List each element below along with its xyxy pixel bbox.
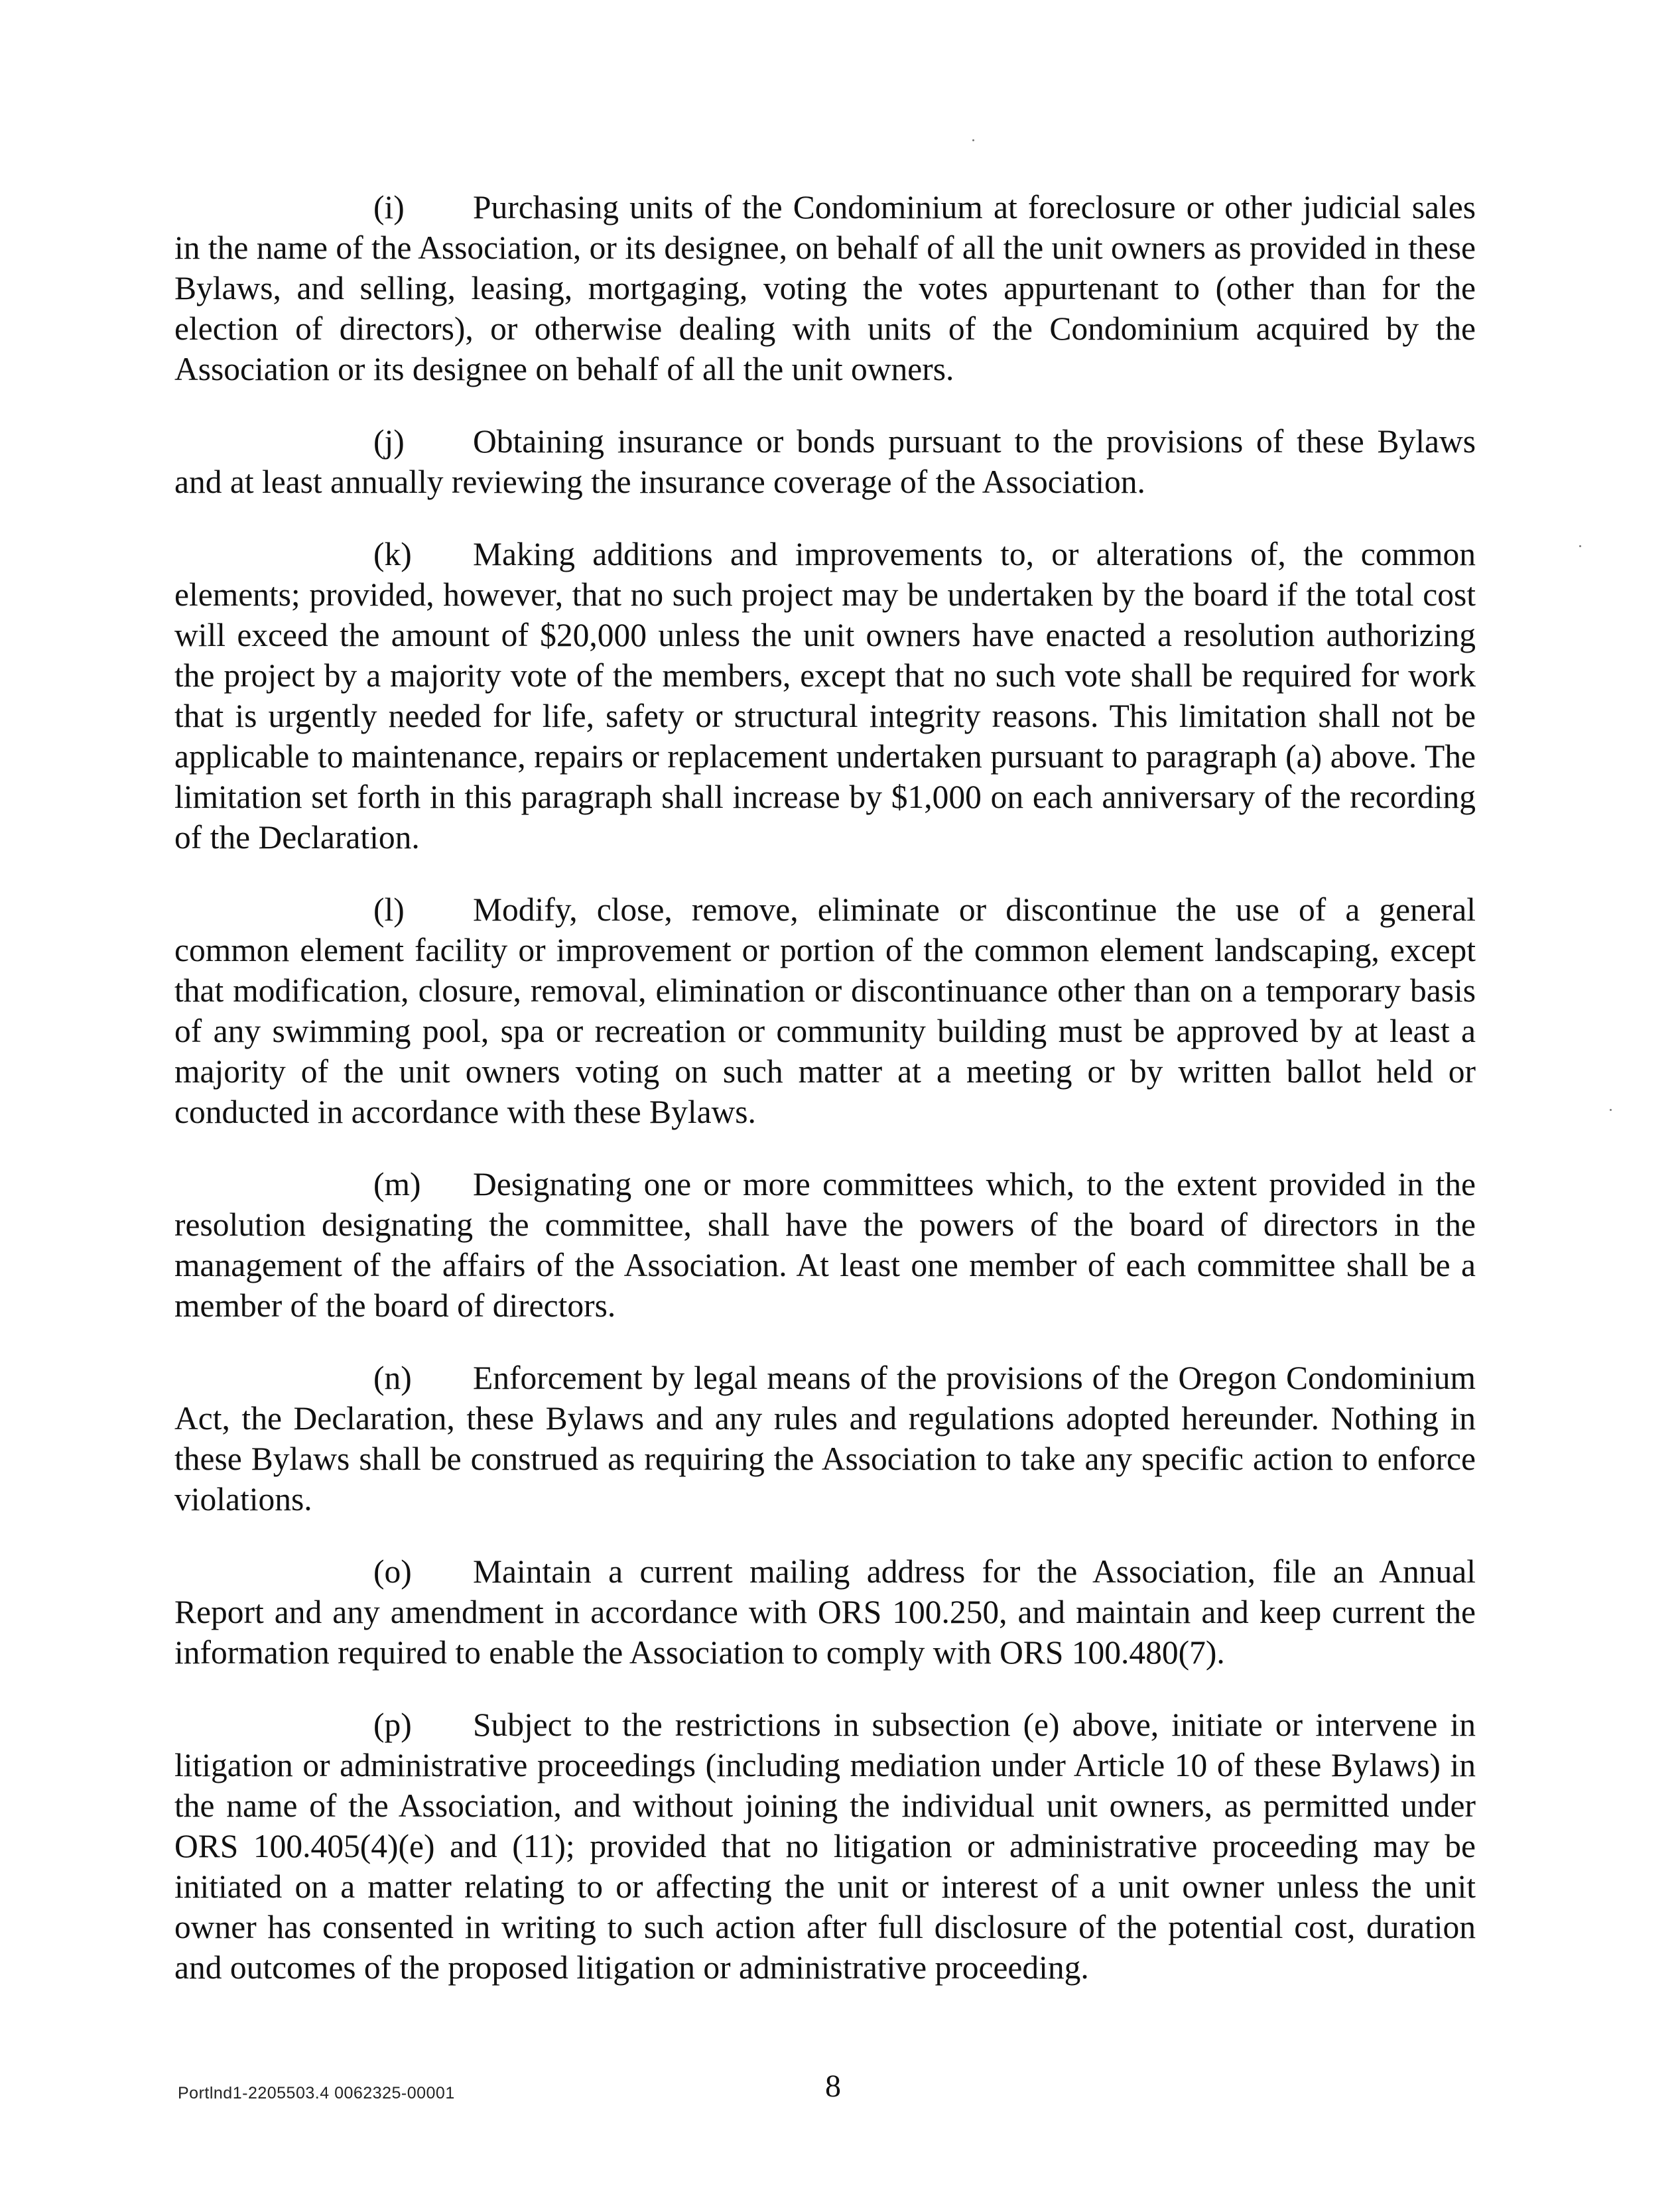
paragraph-label: (j) [373,423,405,460]
scan-speck [972,139,974,141]
paragraph-text: Designating one or more committees which, to the extent provided in the resolution designating the committee, shall have the powers of the board of directors in the management of the affairs of the Association. At least one member of each committee shall be a member of the board of directors. [174,1166,1476,1324]
paragraph-text: Purchasing units of the Condominium at foreclosure or other judicial sales in the name of the Association, or its designee, on behalf of all the unit owners as provided in these Bylaws, and selling, leasing, mortgaging, voting the votes appurtenant to (other than for the election of directors), or otherwise dealing with units of the Condominium acquired by the Association or its designee on behalf of all the unit owners. [174,189,1476,387]
paragraph-text: Maintain a current mailing address for the Association, file an Annual Report and any amendment in accordance with ORS 100.250, and maintain and keep current the information required to enable the Association to comply with ORS 100.480(7). [174,1553,1476,1671]
paragraph-n [174,1358,1476,1519]
paragraph-label: (k) [373,536,412,572]
paragraph-l [174,889,1476,1132]
paragraph-text: Subject to the restrictions in subsection (e) above, initiate or intervene in litigation or administrative proceedings (including mediation under Article 10 of these Bylaws) in the name of the Association, and without joining the individual unit owners, as permitted under ORS 100.405(4)(e) and (11); provided that no litigation or administrative proceeding may be initiated on a matter relating to or affecting the unit or interest of a unit owner unless the unit owner has consented in writing to such action after full disclosure of the potential cost, duration and outcomes of the proposed litigation or administrative proceeding. [174,1707,1476,1986]
paragraph-j [174,421,1476,502]
paragraph-m [174,1164,1476,1326]
paragraph-text: Making additions and improvements to, or alterations of, the common elements; provided, however, that no such project may be undertaken by the board if the total cost will exceed the amount of $20,000 unless the unit owners have enacted a resolution authorizing the project by a majority vote of the members, except that no such vote shall be required for work that is urgently needed for life, safety or structural integrity reasons. This limitation shall not be applicable to maintenance, repairs or replacement undertaken pursuant to paragraph (a) above. The limitation set forth in this paragraph shall increase by $1,000 on each anniversary of the recording of the Declaration. [174,536,1476,856]
page-number: 8 [825,2069,841,2104]
paragraph-label: (p) [373,1707,412,1743]
paragraph-i [174,187,1476,389]
paragraph-label: (m) [373,1166,421,1202]
paragraph-label: (l) [373,891,405,928]
document-body [174,187,1476,2020]
paragraph-label: (i) [373,189,405,226]
scan-speck [1610,1109,1612,1111]
paragraph-text: Enforcement by legal means of the provisions of the Oregon Condominium Act, the Declaration, these Bylaws and any rules and regulations adopted hereunder. Nothing in these Bylaws shall be construed as requiring the Association to take any specific action to enforce violations. [174,1360,1476,1517]
footer-document-code: Portlnd1-2205503.4 0062325-00001 [178,2084,455,2102]
paragraph-label: (n) [373,1360,412,1396]
paragraph-text: Obtaining insurance or bonds pursuant to the provisions of these Bylaws and at least annually reviewing the insurance coverage of the Association. [174,423,1476,500]
paragraph-label: (o) [373,1553,412,1590]
scan-speck [1579,545,1581,547]
paragraph-o [174,1551,1476,1673]
paragraph-p [174,1705,1476,1988]
paragraph-text: Modify, close, remove, eliminate or discontinue the use of a general common element facility or improvement or portion of the common element landscaping, except that modification, closure, removal, elimination or discontinuance other than on a temporary basis of any swimming pool, spa or recreation or community building must be approved by at least a majority of the unit owners voting on such matter at a meeting or by written ballot held or conducted in accordance with these Bylaws. [174,891,1476,1130]
paragraph-k [174,534,1476,858]
